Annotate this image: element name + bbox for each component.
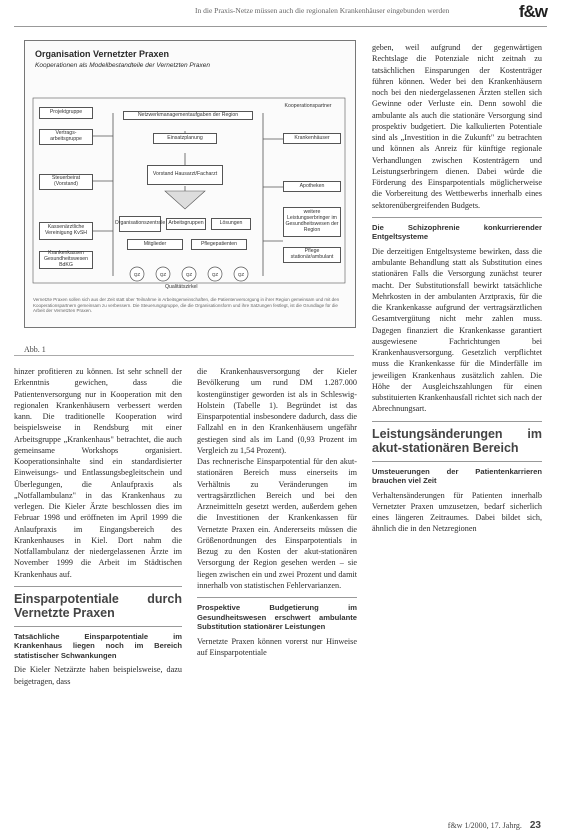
paragraph: Verhaltensänderungen für Patienten innerhalb Vernetzter Praxen umzusetzen, bedarf sicherlich eines längeren Zeitraumes. Dabei bildet sich, ähnlich die in den Netzregionen bbox=[372, 490, 542, 534]
box-projektgruppe: Projektgruppe bbox=[39, 107, 93, 119]
section-rule bbox=[372, 461, 542, 462]
caption-rule bbox=[14, 355, 354, 356]
box-einsatzplanung: Einsatzplanung bbox=[153, 133, 217, 144]
qz-circle-5: QZ bbox=[237, 272, 245, 277]
box-vorstand: Vorstand Hausarzt/Facharzt bbox=[147, 165, 223, 185]
issue-label: f&w 1/2000, 17. Jahrg. bbox=[447, 821, 522, 830]
section-heading: Einsparpotentiale durch Vernetzte Praxen bbox=[14, 591, 182, 620]
box-pflegepatienten: Pflegepatienten bbox=[191, 239, 247, 250]
section-rule bbox=[14, 586, 182, 587]
section-heading: Leistungsänderungen im akut-stationären Bereich bbox=[372, 426, 542, 455]
column-left bbox=[14, 366, 182, 687]
header-rule bbox=[14, 26, 547, 27]
figure-subtitle: Kooperationen als Modellbestandteile der Vernetzten Praxen bbox=[35, 62, 211, 69]
box-loesungen: Lösungen bbox=[211, 218, 251, 230]
page-number: 23 bbox=[529, 820, 541, 831]
subheading: Prospektive Budgetierung im Gesundheitswesen erschwert ambulante Substitution stationärer Leistungen bbox=[197, 603, 357, 631]
box-arbeitsgruppen: Arbeitsgruppen bbox=[166, 218, 206, 230]
figure-note: Vernetzte Praxen sollen sich aus der Zeit statt über Teilnahme in Arbeitsgemeinschaften, die Patientenversorgung in ihrer Region gemeinsam und mit den Kooperationspartnern gemeinsam zu verbessern. Die Steuerungsgruppe, die die Organisationsform und ihre Satzungen festlegt, ist die Grundlage für die Arbeit der Vernetzten Praxen. bbox=[33, 297, 340, 314]
section-rule bbox=[14, 626, 182, 627]
section-rule bbox=[372, 217, 542, 218]
box-pflege: Pflege stationär/ambulant bbox=[283, 247, 341, 263]
qz-circle-3: QZ bbox=[185, 272, 193, 277]
box-krankenkassen-left: Krankenkassen Gesundheitswesen BdKG bbox=[39, 251, 93, 269]
running-header: In die Praxis-Netze müssen auch die regionalen Krankenhäuser eingebunden werden bbox=[195, 6, 450, 15]
paragraph: die Krankenhausversorgung der Kieler Bevölkerung um rund DM 1.287.000 kostengünstiger geworden ist als in Schleswig-Holstein (Tabelle 1). Begründet ist das Einsparpotential insbesondere dadurch, dass die Fallzahl en in den Krankenhäusern ungefähr gestiegen sind als im Land (0,93 Prozent im Vergleich zu 1,54 Prozent). bbox=[197, 367, 357, 455]
box-apotheken: Apotheken bbox=[283, 181, 341, 192]
box-kv: Kassenärztliche Vereinigung KvSH bbox=[39, 222, 93, 240]
column-right bbox=[372, 42, 542, 535]
box-weitere-leistungserbringer: weitere Leistungserbringer im Gesundheitswesen der Region bbox=[283, 207, 341, 237]
subheading: Tatsächliche Einsparpotentiale im Krankenhaus liegen noch im Bereich statistischer Schwankungen bbox=[14, 631, 182, 660]
paragraph: geben, weil aufgrund der gegenwärtigen Rechtslage die Potenziale nicht zeitnah zu tatsächlichen Einsparungen der Kostenträger führen können. Weder bei den Krankenhäusern noch bei den niedergelassenen Ärzten stellen sich Gewinne oder Verluste ein. Denn sowohl die ambulante als auch die stationäre Versorgung sind prospektiv budgetiert. Die kalkulierten Potentiale sind als „Investition in die Zukunft" zu betrachten und können als Anreiz für künftige regionale Verhandlungen zwischen Kostenträgern und Leistungserbringern dienen. Dabei würde die Förderung des Einsparpotentials möglicherweise die Vorbereitung des Wettbewerbs innerhalb eines sektorenübergreifenden Budgets. bbox=[372, 43, 542, 210]
box-organisationszentrale: Organisationszentrale bbox=[119, 216, 161, 232]
subheading: Die Schizophrenie konkurrierender Entgeltsysteme bbox=[372, 222, 542, 242]
qz-circle-1: QZ bbox=[133, 272, 141, 277]
box-steuerbeirat: Steuerbeirat (Vorstand) bbox=[39, 174, 93, 190]
figure-title: Organisation Vernetzter Praxen bbox=[35, 49, 170, 59]
qz-circle-2: QZ bbox=[159, 272, 167, 277]
label-kooperationspartner: Kooperationspartner bbox=[284, 103, 332, 110]
box-vertragsarbeitsgruppe: Vertrags-arbeitsgruppe bbox=[39, 129, 93, 145]
section-rule bbox=[372, 421, 542, 422]
box-krankenhaeuser: Krankenhäuser bbox=[283, 133, 341, 144]
section-rule bbox=[197, 597, 357, 598]
paragraph: Die Kieler Netzärzte haben beispielsweise, dazu beigetragen, dass bbox=[14, 665, 182, 686]
journal-logo: f&w bbox=[518, 2, 547, 21]
paragraph: Das rechnerische Einsparpotential für den akut-stationären Bereich muss einerseits im Verhältnis zu Veränderungen im vertragsärztlichen Bereich und bei den Arzneimitteln gesetzt werden, außerdem gehen die Investitionen der Krankenkassen für Vernetzte Praxen ein. Andererseits müssen die Größenordnungen des Einsparpotentials in Bezug zu den Kosten der akut-stationären Versorgung der Region gesehen werden – sie liegen zwischen ein und zwei Prozent und damit innerhalb von statistischen Fehlervarianzen. bbox=[197, 457, 357, 590]
organisation-diagram bbox=[24, 40, 356, 328]
subheading: Umsteuerungen der Patientenkarrieren brauchen viel Zeit bbox=[372, 466, 542, 485]
paragraph: hinzer profitieren zu können. Ist sehr schnell der Erkenntnis gewichen, dass die Patientenversorgung nur in Kooperation mit den regionalen Krankenhäusern verbessert werden kann. Die traditionelle Kooperation wird beispielsweise in Rendsburg mit einer Arbeitsgruppe „Krankenhaus" betrachtet, die auch gemeinsame Workshops organisiert. Kooperationsinhalte sind ein standardisierter Einweisungs- und Entlassungsbegleitschein und Überlegungen, die Anlaufpraxis als „Notfallambulanz" in das Krankenhaus zu verlegen. Die Kieler Ärzte beschlossen dies im Februar 1998 und eröffneten im April 1999 die Anlaufpraxis im Eingangsbereich des Krankenhauses in Kiel. Dort nahm die Notfallambulanz der niedergelassenen Ärzte im November 1999 die Arbeit im Städtischen Krankenhaus auf. bbox=[14, 367, 182, 579]
box-mitglieder: Mitglieder bbox=[127, 239, 183, 250]
paragraph: Die derzeitigen Entgeltsysteme bewirken, dass die ambulante Behandlung statt als Substitution eines stationären Falls die Versorgung zunächst teurer macht. Der Substitutionsfall bewirkt tatsächliche Mehrkosten in der ambulanten Arztpraxis, für die die Krankenkasse aufgrund der vertragsärztlichen Gesamtvergütung nicht mehr zahlen muss. Dagegen finanziert die Krankenkasse garantiert ausgewiesene Fachrichtungen bei Krankenhausversorgung. Gesetzlich verpflichtet muss die Krankenkasse für die Minderfälle im jeweiligen Krankenhaus zusätzlich zahlen. Die Höhe der Ausgleichszahlungen für einen substituierten Krankenhausfall richtet sich nach der Abrechnungsart. bbox=[372, 246, 542, 414]
column-middle bbox=[197, 366, 357, 658]
label-qualitaetszirkel: Qualitätszirkel bbox=[165, 284, 198, 290]
qz-circle-4: QZ bbox=[211, 272, 219, 277]
box-netzwerkmanagement: Netzwerkmanagementaufgaben der Region bbox=[123, 111, 253, 120]
page-footer bbox=[448, 820, 541, 831]
paragraph: Vernetzte Praxen können vorerst nur Hinweise auf Einsparpotentiale bbox=[197, 636, 357, 657]
figure-caption: Abb. 1 bbox=[24, 345, 46, 354]
